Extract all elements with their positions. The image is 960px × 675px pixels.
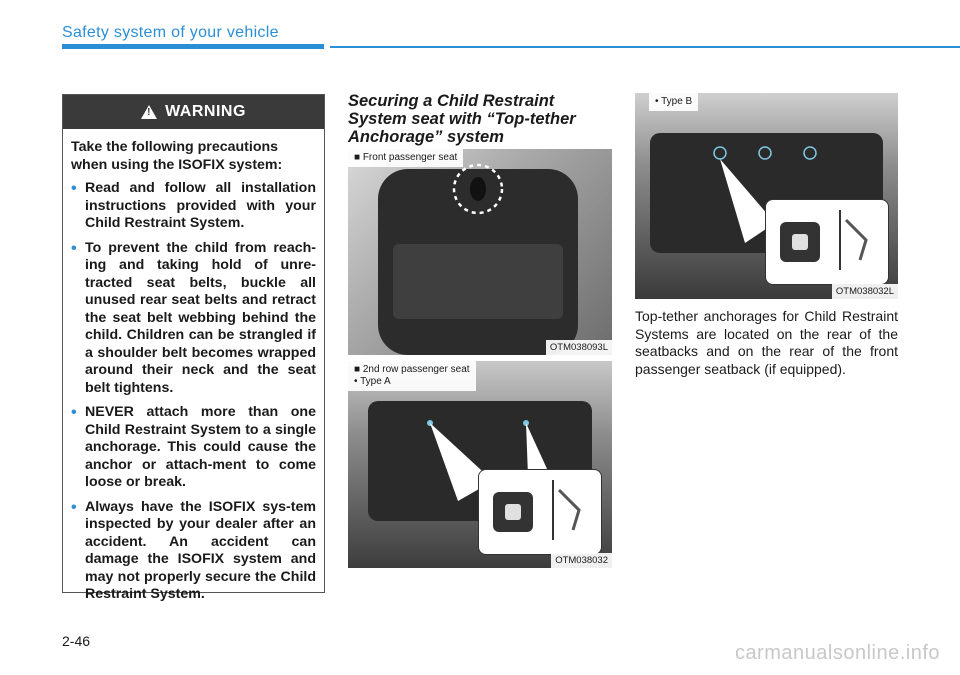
warning-item: • NEVER attach more than one Child Restraint System to a single anchorage. This could cause the anchor or attach-ment to come loose or break. (71, 404, 316, 492)
warning-item: • Read and follow all installation instructions provided with your Child Restraint System. (71, 180, 316, 233)
warning-item: • Always have the ISOFIX sys-tem inspected by your dealer after an accident. An accident can damage the ISOFIX system and may not properly secure the Child Restraint System. (71, 499, 316, 604)
figure-front-passenger-seat (348, 149, 612, 355)
figure-label-line2: • Type A (354, 376, 391, 387)
warning-icon: ! (141, 105, 157, 119)
watermark: carmanualsonline.info (734, 642, 940, 664)
tether-anchor-icon (493, 492, 533, 532)
tether-strap-icon (549, 480, 589, 540)
figure-label: ■ Front passenger seat (348, 149, 463, 167)
figure-label-line1: ■ 2nd row passenger seat (354, 364, 470, 375)
anchor-inset (478, 469, 602, 555)
warning-label: WARNING (165, 103, 246, 120)
figure-label: • Type B (649, 93, 698, 111)
header-rule (330, 46, 960, 48)
warning-box (62, 94, 325, 602)
warning-item: • To prevent the child from reach-ing and taking hold of unre-tracted seat belts, buckle all unused rear seat belts and retract the seat belt webbing behind the child. Children can be strangled if a shoulder belt becomes wrapped around their neck and the seat belt tightens. (71, 240, 316, 398)
header-bar (62, 44, 324, 49)
warning-list (71, 180, 316, 604)
seatback-illustration (348, 149, 612, 355)
figure-code: OTM038032 (551, 553, 612, 568)
tether-anchor-icon (780, 222, 820, 262)
page-number: 2-46 (62, 633, 91, 649)
warning-intro: Take the following precautions when using the ISOFIX system: (71, 139, 283, 173)
warning-header (63, 95, 324, 129)
figure-code: OTM038032L (832, 284, 898, 299)
tether-strap-icon (836, 210, 876, 270)
figure-code: OTM038093L (546, 340, 612, 355)
figure-type-b (635, 93, 898, 299)
anchor-inset (765, 199, 889, 285)
section-title: Securing a Child Restraint System seat with “Top-tether Anchorage” system (348, 92, 576, 146)
figure-label (348, 361, 476, 391)
body-text: Top-tether anchorages for Child Restraint Systems are located on the rear of the seatbacks and on the rear of the front passenger seatback (if equipped). (635, 308, 898, 377)
figure-second-row-type-a (348, 361, 612, 568)
section-header: Safety system of your vehicle (62, 24, 279, 41)
